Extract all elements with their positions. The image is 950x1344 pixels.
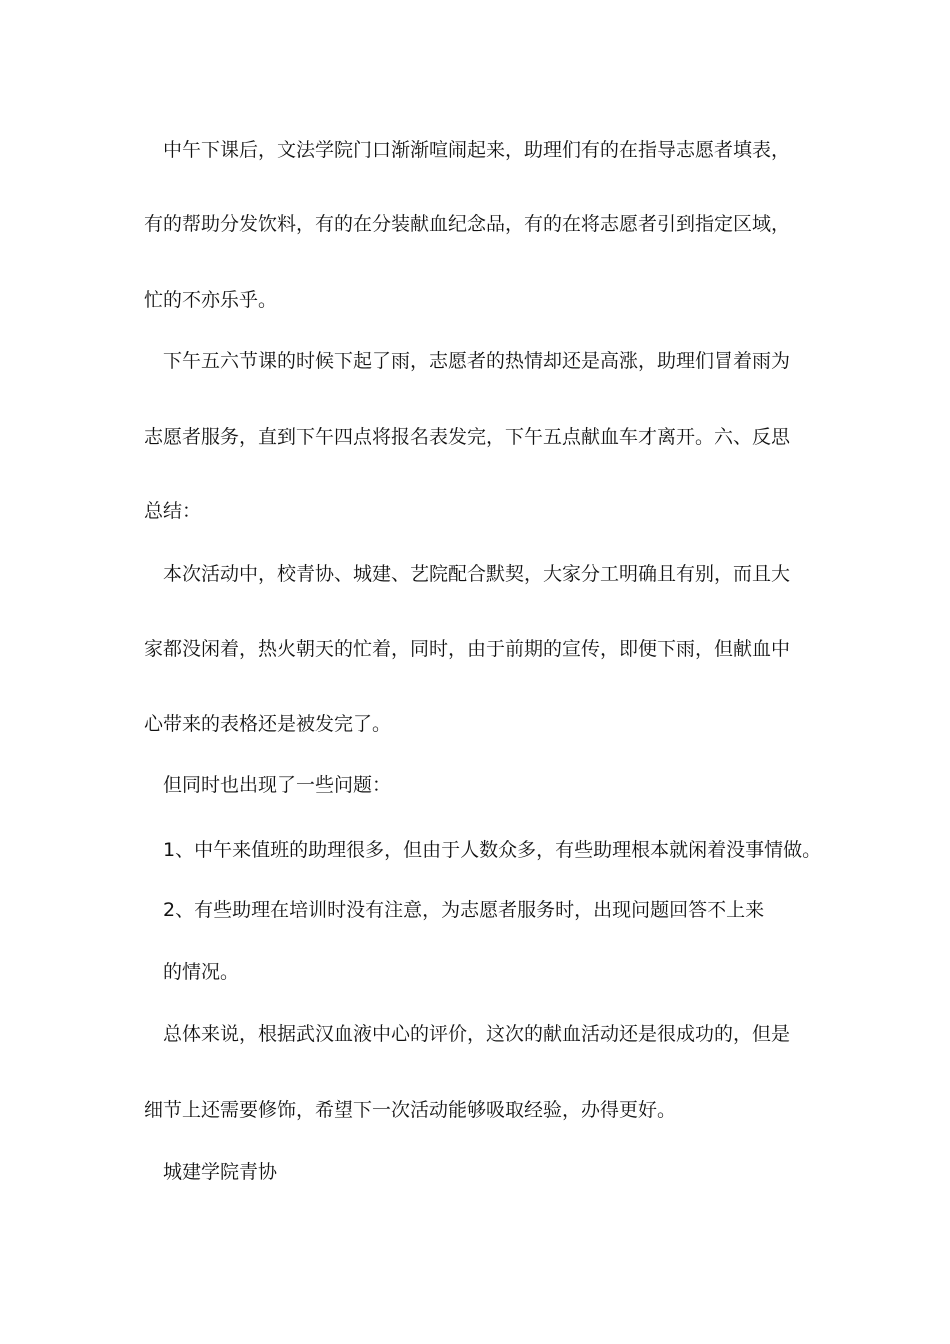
text-line: 细节上还需要修饰，希望下一次活动能够吸取经验，办得更好。	[144, 1099, 677, 1121]
text-line: 忙的不亦乐乎。	[144, 289, 278, 311]
text-line: 但同时也出现了一些问题：	[163, 774, 392, 796]
text-line: 总体来说，根据武汉血液中心的评价，这次的献血活动还是很成功的，但是	[163, 1023, 791, 1045]
text-line: 的情况。	[163, 961, 240, 983]
text-line: 家都没闲着，热火朝天的忙着，同时，由于前期的宣传，即便下雨，但献血中	[144, 638, 791, 660]
text-line: 总结：	[144, 500, 202, 522]
text-line: 中午下课后，文法学院门口渐渐喧闹起来，助理们有的在指导志愿者填表，	[163, 139, 791, 161]
text-line: 志愿者服务，直到下午四点将报名表发完，下午五点献血车才离开。六、反思	[144, 426, 791, 448]
list-item: 1、中午来值班的助理很多，但由于人数众多，有些助理根本就闲着没事情做。	[163, 839, 822, 861]
signature-line: 城建学院青协	[163, 1161, 278, 1183]
list-item: 2、有些助理在培训时没有注意，为志愿者服务时，出现问题回答不上来	[163, 899, 765, 921]
text-line: 本次活动中，校青协、城建、艺院配合默契，大家分工明确且有别，而且大	[163, 563, 791, 585]
text-line: 有的帮助分发饮料，有的在分装献血纪念品，有的在将志愿者引到指定区域，	[144, 213, 791, 235]
text-line: 心带来的表格还是被发完了。	[144, 713, 392, 735]
text-line: 下午五六节课的时候下起了雨，志愿者的热情却还是高涨，助理们冒着雨为	[163, 350, 791, 372]
